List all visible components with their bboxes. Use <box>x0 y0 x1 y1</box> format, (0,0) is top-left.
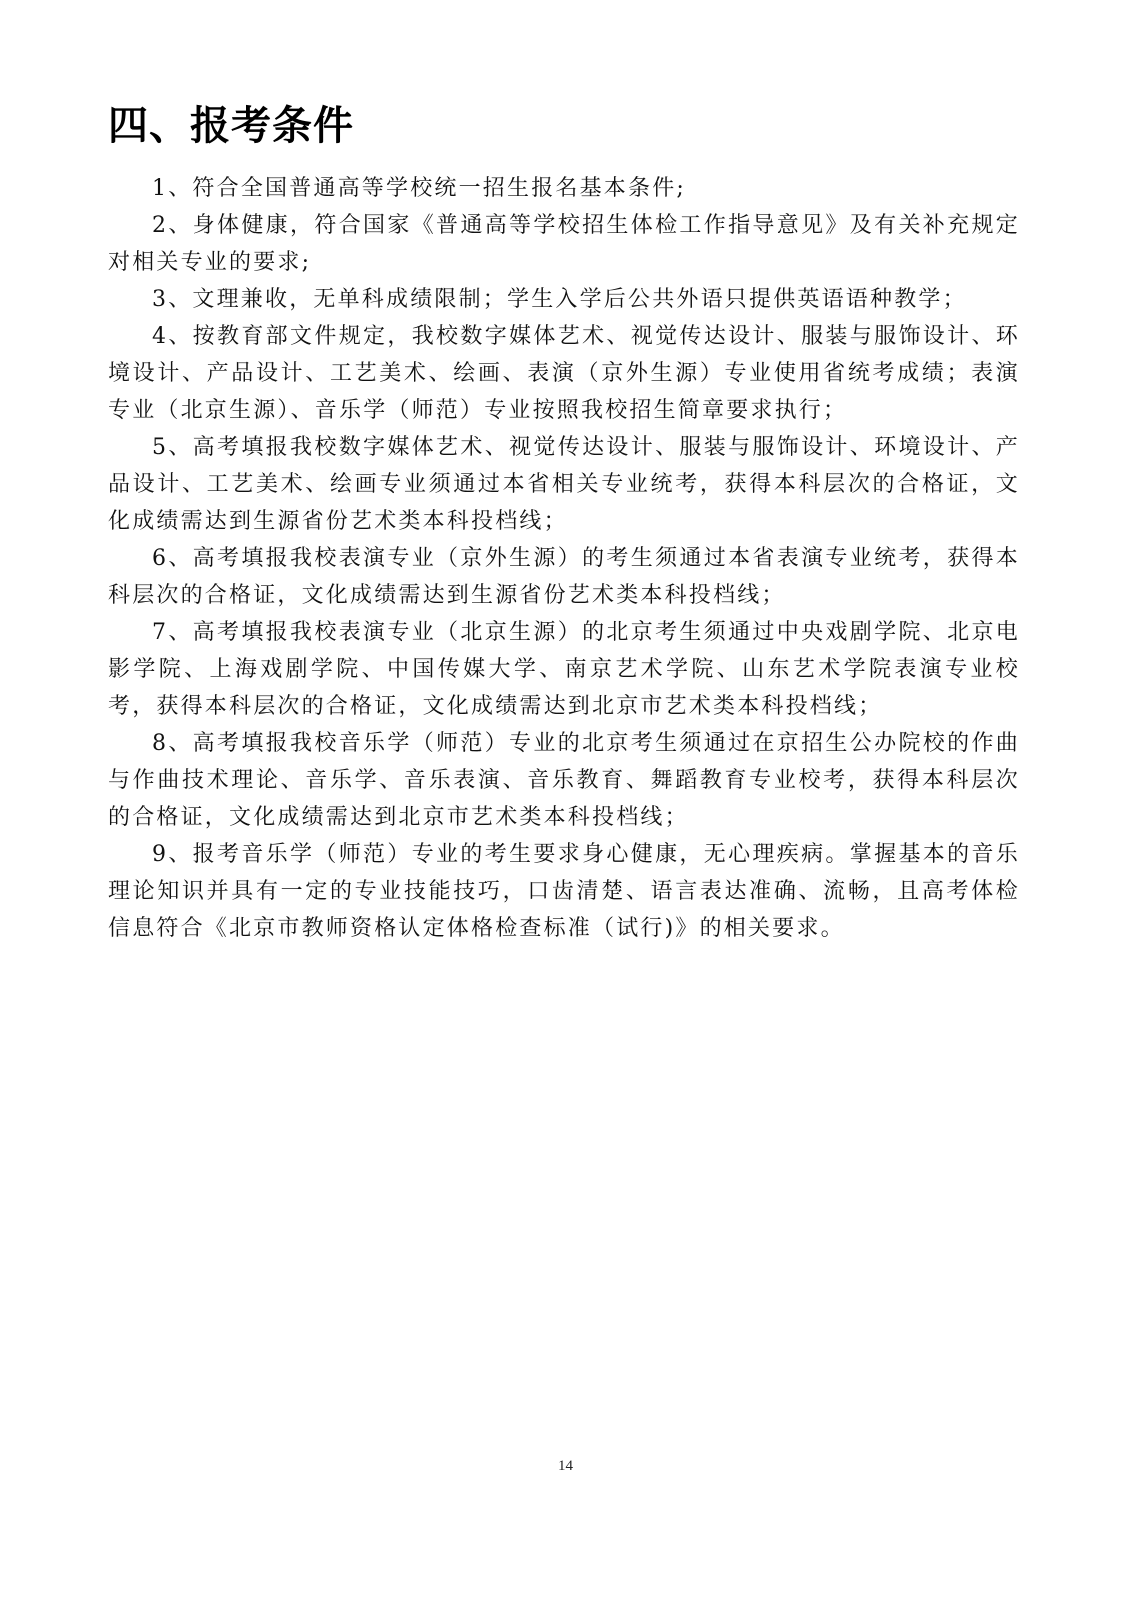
conditions-list <box>108 170 1020 947</box>
condition-9: 9、报考音乐学（师范）专业的考生要求身心健康，无心理疾病。掌握基本的音乐理论知识并具有一定的专业技能技巧，口齿清楚、语言表达准确、流畅，且高考体检信息符合《北京市教师资格认定体格检查标准（试行)》的相关要求。 <box>108 842 1020 941</box>
condition-5: 5、高考填报我校数字媒体艺术、视觉传达设计、服装与服饰设计、环境设计、产品设计、工艺美术、绘画专业须通过本省相关专业统考，获得本科层次的合格证，文化成绩需达到生源省份艺术类本科投档线； <box>108 435 1020 534</box>
condition-3: 3、文理兼收，无单科成绩限制；学生入学后公共外语只提供英语语种教学； <box>152 287 967 312</box>
condition-7: 7、高考填报我校表演专业（北京生源）的北京考生须通过中央戏剧学院、北京电影学院、上海戏剧学院、中国传媒大学、南京艺术学院、山东艺术学院表演专业校考，获得本科层次的合格证，文化成绩需达到北京市艺术类本科投档线； <box>108 620 1020 719</box>
section-heading: 四、报考条件 <box>108 102 354 149</box>
page-number: 14 <box>558 1458 573 1474</box>
condition-6: 6、高考填报我校表演专业（京外生源）的考生须通过本省表演专业统考，获得本科层次的合格证，文化成绩需达到生源省份艺术类本科投档线； <box>108 546 1020 608</box>
condition-2: 2、身体健康，符合国家《普通高等学校招生体检工作指导意见》及有关补充规定对相关专业的要求; <box>108 213 1020 275</box>
condition-8: 8、高考填报我校音乐学（师范）专业的北京考生须通过在京招生公办院校的作曲与作曲技术理论、音乐学、音乐表演、音乐教育、舞蹈教育专业校考，获得本科层次的合格证，文化成绩需达到北京市艺术类本科投档线； <box>108 731 1020 830</box>
condition-4: 4、按教育部文件规定，我校数字媒体艺术、视觉传达设计、服装与服饰设计、环境设计、产品设计、工艺美术、绘画、表演（京外生源）专业使用省统考成绩；表演专业（北京生源）、音乐学（师范）专业按照我校招生简章要求执行； <box>108 324 1020 423</box>
condition-1: 1、符合全国普通高等学校统一招生报名基本条件; <box>152 176 687 201</box>
